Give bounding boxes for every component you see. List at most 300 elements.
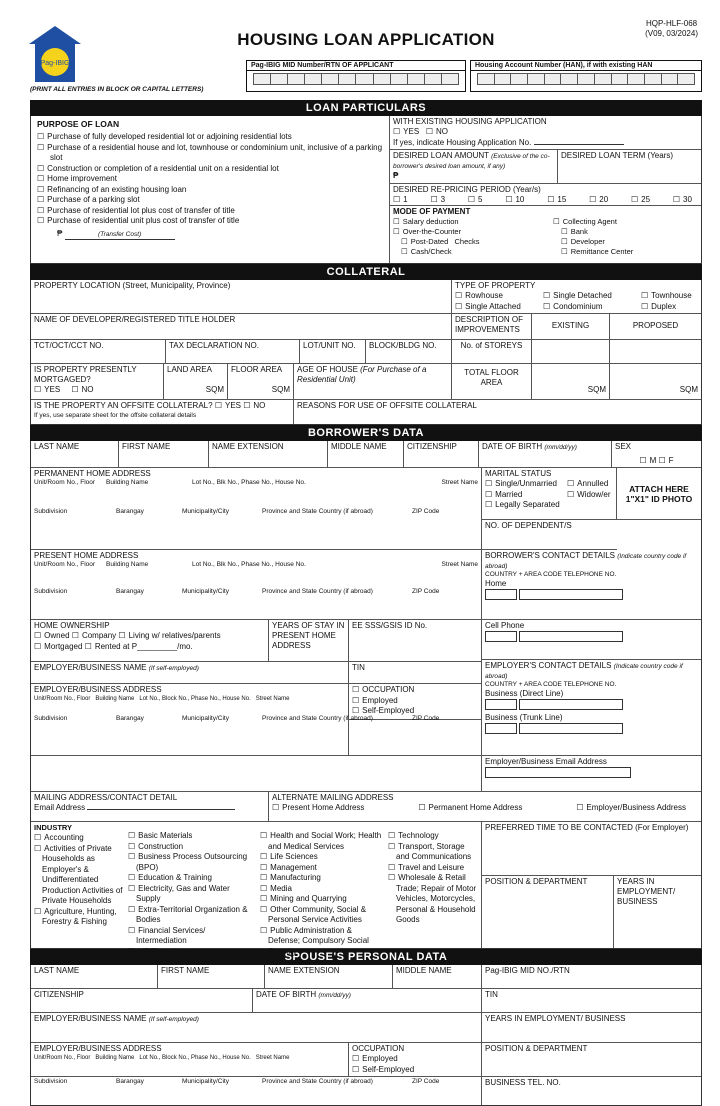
han-cells[interactable] [471,71,701,87]
spouse-mid-label: Pag-IBIG MID NO./RTN [485,966,570,975]
middle-name-label: MIDDLE NAME [331,442,387,451]
tax-label: TAX DECLARATION NO. [169,341,259,350]
spouse-years-emp-label: YEARS IN EMPLOYMENT/ BUSINESS [485,1014,626,1023]
years-emp-label: YEARS IN EMPLOYMENT/ BUSINESS [617,877,676,906]
tct-label: TCT/OCT/CCT NO. [34,341,104,350]
total-floor-proposed[interactable] [610,364,701,399]
industry-option[interactable]: ☐ Other Community, Social & Personal Service Activities [260,905,384,926]
spouse-position[interactable] [482,1043,701,1076]
dependents-label: NO. OF DEPENDENT/S [485,521,572,530]
industry-option[interactable]: ☐ Construction [128,842,256,853]
addr-part: Unit/Room No., Floor [34,561,96,568]
marital-label: MARITAL STATUS [485,469,552,478]
mortgaged-field [31,364,164,399]
addr-part: Subdivision [34,508,68,515]
spouse-occupation-option[interactable]: ☐ Employed [352,1054,478,1065]
storeys-label: No. of STOREYS [452,340,532,363]
spouse-ext-label: NAME EXTENSION [268,966,340,975]
storeys-proposed-field[interactable] [610,340,701,363]
if-yes-label[interactable]: If yes, indicate Housing Application No. [393,138,698,148]
ownership-option[interactable]: ☐ Owned [34,631,70,640]
marital-status [482,468,617,519]
home-ownership [31,620,269,661]
repricing-option[interactable]: ☐ 25 [631,195,650,206]
addr-part: Subdivision [34,1078,68,1085]
floor-area-field[interactable] [228,364,294,399]
spouse-data-bar: SPOUSE'S PERSONAL DATA [30,949,702,965]
mortgaged-no-checkbox[interactable]: ☐ NO [71,385,93,394]
industry-option[interactable]: ☐ Wholesale & Retail Trade; Repair of Motor Vehicles, Motorcycles, Personal & Household Goods [388,873,478,926]
emp-country-code-label: COUNTRY + AREA CODE TELEPHONE NO. [485,681,617,688]
industry-option[interactable]: ☐ Education & Training [128,873,256,884]
ownership-option[interactable]: ☐ Mortgaged [34,642,82,651]
addr-part: Municipality/City [182,715,229,722]
repricing-option[interactable]: ☐ 10 [505,195,524,206]
industry-option[interactable]: ☐ Public Administration & Defense; Compulsory Social Security [260,926,384,958]
offsite-note: If yes, use separate sheet for the offsite collateral details [34,411,197,419]
payment-option[interactable]: ☐ Cash/Check [393,247,553,257]
mid-number-cells[interactable] [247,71,465,87]
industry-option[interactable]: ☐ Basic Materials [128,831,256,842]
purpose-option[interactable]: ☐ Purchase of residential unit plus cost of transfer of title [37,216,383,227]
emp-contact-note: (Indicate country code if abroad) [485,663,683,680]
alt-mailing-option[interactable]: ☐ Present Home Address [272,803,364,814]
industry-option[interactable]: ☐ Accounting [34,833,124,844]
floor-area-label: FLOOR AREA [231,365,283,374]
block-field[interactable] [366,340,452,363]
lot-field[interactable] [300,340,366,363]
borrower-position-field[interactable] [482,876,614,948]
industry-option[interactable]: ☐ Technology [388,831,478,842]
offsite-label: IS THE PROPERTY AN OFFSITE COLLATERAL? [34,401,213,410]
occupation-label: ☐ OCCUPATION [352,685,478,696]
collateral-section [30,280,702,425]
mailing-label: MAILING ADDRESS/CONTACT DETAIL [34,793,178,802]
ownership-employer-block [31,620,701,756]
marital-option[interactable]: ☐ Married [485,490,567,501]
peso-sign: ₱ [57,228,63,238]
industry-option[interactable]: ☐ Electricity, Gas and Water Supply [128,884,256,905]
spouse-business-tel[interactable] [482,1077,701,1105]
addr-part: ZIP Code [412,588,440,595]
form-title: HOUSING LOAN APPLICATION [237,30,495,49]
borrower-first-name[interactable] [119,441,209,467]
tct-field[interactable] [31,340,166,363]
borrower-contact-details [482,550,701,619]
spouse-last-name[interactable] [31,965,158,988]
mid-number-label: Pag-IBIG MID Number/RTN OF APPLICANT [247,61,465,71]
present-address-field[interactable] [31,550,481,619]
borrower-last-name[interactable] [31,441,119,467]
last-name-label: LAST NAME [34,442,80,451]
addr-part: Barangay [116,588,144,595]
direct-line-input[interactable] [519,699,623,710]
total-floor-existing[interactable] [532,364,610,399]
age-note: (For Purchase of a Residential Unit) [297,365,427,384]
developer-field[interactable] [31,314,452,339]
spouse-data-section [30,965,702,1106]
borrower-citizenship[interactable] [404,441,479,467]
improvements-label: DESCRIPTION OF IMPROVEMENTS [452,314,532,339]
land-area-label: LAND AREA [167,365,212,374]
addr-part: Street Name [441,561,478,568]
ownership-option[interactable]: ☐ Company [72,631,116,640]
industry-option[interactable]: ☐ Management [260,863,384,874]
preferred-time-field[interactable] [482,822,701,876]
tin-label: TIN [352,663,365,672]
email-biz-label: Employer/Business Email Address [485,757,607,766]
storeys-existing-field[interactable] [532,340,610,363]
emp-addr-label: EMPLOYER/BUSINESS ADDRESS [34,685,162,694]
loan-particulars-bar: LOAN PARTICULARS [30,100,702,116]
spouse-last-label: LAST NAME [34,966,80,975]
citizenship-label: CITIZENSHIP [407,442,457,451]
borrowers-data-section [30,441,702,956]
payment-option[interactable]: ☐ Post-Dated Checks [393,237,553,247]
purpose-option[interactable]: ☐ Construction or completion of a residential unit on a residential lot [37,164,383,175]
collateral-bar: COLLATERAL [30,264,702,280]
addr-part: Barangay [116,715,144,722]
pres-addr-label: PRESENT HOME ADDRESS [34,551,139,560]
emp-name-label: EMPLOYER/BUSINESS NAME [34,663,147,672]
occupation-option[interactable]: ☐ Self-Employed [352,706,478,717]
amount-peso: ₱ [393,171,399,180]
spouse-first-label: FIRST NAME [161,966,210,975]
repricing-option[interactable]: ☐ 1 [393,195,408,206]
spouse-citizenship-label: CITIZENSHIP [34,990,84,999]
amount-note: (Exclusive of the co-borrower's desired loan amount, if any) [393,153,550,170]
cell-area-code-input[interactable] [485,631,517,642]
addr-part: Lot No., Blk No., Phase No., House No. [192,479,306,486]
alt-mailing-option[interactable]: ☐ Permanent Home Address [418,803,522,814]
addr-part: Municipality/City [182,588,229,595]
addr-part: Province and State Country (if abroad) [262,715,373,722]
country-code-label: COUNTRY + AREA CODE TELEPHONE NO. [485,571,617,578]
spouse-tin-label: TIN [485,990,498,999]
home-label: Home [485,579,507,588]
payment-option[interactable]: ☐ Developer [553,237,633,247]
industry-option[interactable]: ☐ Transport, Storage and Communications [388,842,478,863]
spouse-mid-number[interactable] [482,965,701,988]
emp-addr-parts: Unit/Room No., Floor Building Name Lot No., Block No., Phase No., House No. Street Name [34,696,290,702]
industry-option[interactable]: ☐ Activities of Private Households as Employer's & Undifferentiated Production Activities of Private Households [34,844,124,907]
industry-option[interactable]: ☐ Extra-Territorial Organization & Bodies [128,905,256,926]
direct-line-label: Business (Direct Line) [485,689,564,698]
spouse-biz-tel-label: BUSINESS TEL. NO. [485,1078,561,1087]
addr-part: Lot No., Blk No., Phase No., House No. [192,561,306,568]
marital-option[interactable]: ☐ Widow/er [567,490,613,501]
purpose-option[interactable]: ☐ Refinancing of an existing housing loan [37,185,383,196]
addr-part: Barangay [116,1078,144,1085]
permanent-address-field[interactable] [31,468,481,550]
payment-option[interactable]: ☐ Salary deduction [393,217,553,227]
lot-label: LOT/UNIT NO. [303,341,356,350]
repricing-option[interactable]: ☐ 3 [430,195,445,206]
ownership-option[interactable]: ☐ Rented at P_________/mo. [85,642,193,651]
industry-option[interactable]: ☐ Travel and Leisure [388,863,478,874]
spouse-employer-name[interactable] [31,1013,482,1042]
employer-email-field [482,756,701,791]
borrower-years-employment[interactable] [614,876,701,948]
employer-contact-details [482,660,701,755]
industry-option[interactable]: ☐ Media [260,884,384,895]
cell-phone-input[interactable] [519,631,623,642]
industry-option[interactable]: ☐ HR/Recruitment [128,947,256,958]
spouse-position-label: POSITION & DEPARTMENT [485,1044,588,1053]
existing-label: EXISTING [532,314,610,339]
spouse-emp-name-label: EMPLOYER/BUSINESS NAME [34,1014,147,1023]
marital-option[interactable]: ☐ Single/Unmarried [485,479,567,490]
industry-label: INDUSTRY [34,823,73,832]
addr-part: ZIP Code [412,508,440,515]
ownership-option[interactable]: ☐ Living w/ relatives/parents [118,631,220,640]
addr-part: Building Name [106,561,149,568]
total-floor-proposed-unit: SQM [679,385,698,394]
cell-label: Cell Phone [485,621,525,630]
han-box[interactable] [470,60,702,92]
form-code-number: HQP-HLF-068 [645,19,698,28]
land-area-unit: SQM [205,385,224,394]
block-label: BLOCK/BLDG NO. [369,341,437,350]
spouse-emp-addr-parts: Unit/Room No., Floor Building Name Lot No., Block No., Phase No., House No. Street Name [34,1055,290,1061]
purpose-option[interactable]: ☐ Purchase of a parking slot [37,195,383,206]
spouse-name-extension[interactable] [265,965,393,988]
borrower-middle-name[interactable] [328,441,404,467]
developer-label: NAME OF DEVELOPER/REGISTERED TITLE HOLDER [34,315,236,324]
type-option[interactable]: ☐ Condominium [543,302,641,313]
direct-area-code-input[interactable] [485,699,517,710]
alt-mailing-option[interactable]: ☐ Employer/Business Address [576,803,686,814]
type-label: TYPE OF PROPERTY [455,281,536,290]
transfer-cost-label: (Transfer Cost) [65,231,175,240]
mode-of-payment [390,206,701,263]
property-location-field[interactable] [31,280,452,313]
spouse-dob[interactable] [253,989,482,1012]
existing-application [390,116,701,150]
borrower-tin-field[interactable] [349,662,481,683]
sex-m-checkbox[interactable]: ☐ M [639,456,656,465]
logo-text: Pag-IBIG [40,60,70,67]
addr-part: ZIP Code [412,715,440,722]
dob-format: (mm/dd/yy) [544,444,577,451]
spouse-citizenship[interactable] [31,989,253,1012]
form-header [30,18,702,100]
existing-app-label: WITH EXISTING HOUSING APPLICATION [393,117,547,126]
mortgaged-label: IS PROPERTY PRESENTLY MORTGAGED? [34,365,137,384]
email-label: Email Address [34,803,86,812]
addr-part: Municipality/City [182,1078,229,1085]
cell-phone-field [482,620,701,660]
loan-details [390,116,701,263]
payment-option[interactable]: ☐ Collecting Agent [553,217,633,227]
type-option[interactable]: ☐ Single Detached [543,291,641,302]
tax-declaration-field[interactable] [166,340,300,363]
industry-option[interactable]: ☐ Manufacturing [260,873,384,884]
total-floor-existing-unit: SQM [587,385,606,394]
home-area-code-input[interactable] [485,589,517,600]
industry-option[interactable]: ☐ Agriculture, Hunting, Forestry & Fishing [34,907,124,928]
loan-amount-row [390,150,701,184]
name-ext-label: NAME EXTENSION [212,442,284,451]
mortgaged-yes-checkbox[interactable]: ☐ YES [34,385,60,394]
years-of-stay-field[interactable] [269,620,349,661]
spouse-emp-addr-label: EMPLOYER/BUSINESS ADDRESS [34,1044,162,1053]
industry-option[interactable]: ☐ Business Process Outsourcing (BPO) [128,852,256,873]
alternate-mailing [269,792,701,821]
borrowers-data-bar: BORROWER'S DATA [30,425,702,441]
contact-note: (Indicate country code if abroad) [485,553,687,570]
addr-part: Province and State Country (if abroad) [262,1078,373,1085]
home-phone-input[interactable] [519,589,623,600]
contact-label: BORROWER'S CONTACT DETAILS [485,551,615,560]
sss-gsis-field[interactable] [349,620,481,661]
sex-f-checkbox[interactable]: ☐ F [659,456,674,465]
sex-label: SEX [615,442,632,451]
dependents-field[interactable] [482,520,617,550]
addr-part: Barangay [116,508,144,515]
spouse-occupation-label: OCCUPATION [352,1044,405,1053]
marital-option[interactable]: ☐ Annulled [567,479,613,490]
industry-field [31,822,482,956]
first-name-label: FIRST NAME [122,442,171,451]
repricing-option[interactable]: ☐ 30 [673,195,692,206]
transfer-cost-field[interactable] [37,229,383,240]
payment-label: MODE OF PAYMENT [393,207,471,216]
offsite-no-checkbox[interactable]: ☐ NO [243,401,265,410]
addr-part: Street Name [441,479,478,486]
type-option[interactable]: ☐ Single Attached [455,302,543,313]
industry-option[interactable]: ☐ Financial Services/ Intermediation [128,926,256,947]
repricing-option[interactable]: ☐ 20 [589,195,608,206]
existing-yes-checkbox[interactable]: ☐ YES [393,127,419,136]
dob-label: DATE OF BIRTH [482,442,543,451]
type-option[interactable]: ☐ Townhouse [641,291,698,302]
trunk-area-code-input[interactable] [485,723,517,734]
offsite-collateral-field [31,400,294,424]
addr-part: Unit/Room No., Floor [34,479,96,486]
borrower-dob[interactable] [479,441,612,467]
repricing-period [390,184,701,206]
repricing-label: DESIRED RE-PRICING PERIOD (Year/s) [393,185,541,194]
property-location-label: PROPERTY LOCATION (Street, Municipality, Province) [34,281,231,290]
addr-part: Province and State Country (if abroad) [262,508,373,515]
type-option[interactable]: ☐ Duplex [641,302,698,313]
address-block [31,468,701,620]
emp-contact-label: EMPLOYER'S CONTACT DETAILS [485,661,612,670]
spouse-dob-label: DATE OF BIRTH [256,990,317,999]
spouse-first-name[interactable] [158,965,265,988]
addr-part: Building Name [106,479,149,486]
han-label: Housing Account Number (HAN), if with existing HAN [471,61,701,71]
borrower-name-extension[interactable] [209,441,328,467]
id-photo-placeholder[interactable]: ATTACH HERE 1"X1" ID PHOTO [625,484,693,504]
industry-option[interactable]: ☐ Mining and Quarrying [260,894,384,905]
payment-option[interactable]: ☐ Remittance Center [553,247,633,257]
repricing-option[interactable]: ☐ 15 [547,195,566,206]
ownership-label: HOME OWNERSHIP [34,621,110,630]
addr-part: Subdivision [34,588,68,595]
repricing-option[interactable]: ☐ 5 [468,195,483,206]
emp-name-note: (If self-employed) [148,665,199,672]
spouse-years-employment[interactable] [482,1013,701,1042]
offsite-yes-checkbox[interactable]: ☐ YES [215,401,241,410]
spouse-middle-label: MIDDLE NAME [396,966,452,975]
payment-option[interactable]: ☐ Over-the-Counter [393,227,553,237]
land-area-field[interactable] [164,364,228,399]
reasons-label: REASONS FOR USE OF OFFSITE COLLATERAL [297,401,477,410]
purpose-option[interactable]: ☐ Purchase of a residential house and lot, townhouse or condominium unit, inclusive of a parking slot [37,143,383,164]
mid-number-box[interactable] [246,60,466,92]
addr-part: Subdivision [34,715,68,722]
addr-part: ZIP Code [412,1078,440,1085]
payment-option[interactable]: ☐ Bank [553,227,633,237]
addr-part: Province and State Country (if abroad) [262,588,373,595]
employer-email-input[interactable] [485,767,631,778]
industry-option[interactable]: ☐ Life Sciences [260,852,384,863]
spouse-tin[interactable] [482,989,701,1012]
amount-label: DESIRED LOAN AMOUNT [393,151,489,160]
spouse-middle-name[interactable] [393,965,482,988]
floor-area-unit: SQM [271,385,290,394]
age-label: AGE OF HOUSE [297,365,358,374]
spouse-address-line2[interactable] [31,1077,482,1105]
form-version: (V09, 03/2024) [645,29,698,38]
employer-address-spacer [31,756,482,791]
perm-addr-label: PERMANENT HOME ADDRESS [34,469,151,478]
borrower-sex [612,441,701,467]
purpose-option[interactable]: ☐ Purchase of fully developed residential lot or adjoining residential lots [37,132,383,143]
trunk-line-input[interactable] [519,723,623,734]
years-stay-label: YEARS OF STAY IN PRESENT HOME ADDRESS [272,621,345,650]
loan-term-field[interactable] [558,150,701,183]
existing-no-checkbox[interactable]: ☐ NO [426,127,448,136]
email-input[interactable] [87,809,235,810]
alt-mailing-label: ALTERNATE MAILING ADDRESS [272,793,394,802]
industry-option[interactable]: ☐ Health and Social Work; Health and Medical Services [260,831,384,852]
spouse-occupation [349,1043,482,1076]
term-label: DESIRED LOAN TERM (Years) [561,151,674,160]
employer-name-field[interactable] [31,662,349,683]
sss-label: EE SSS/GSIS ID No. [352,621,428,630]
housing-loan-form [30,18,702,1106]
addr-part: Municipality/City [182,508,229,515]
mailing-address-field [31,792,269,821]
marital-option[interactable]: ☐ Legally Separated [485,500,567,511]
type-of-property [452,280,701,313]
form-code [645,19,698,39]
occupation-option[interactable]: ☐ Employed [352,696,478,707]
print-note: (PRINT ALL ENTRIES IN BLOCK OR CAPITAL LETTERS) [30,86,204,93]
age-of-house-field[interactable] [294,364,452,399]
offsite-reasons-field[interactable] [294,400,701,424]
spouse-employer-address[interactable] [31,1043,349,1076]
loan-particulars-section [30,116,702,264]
loan-amount-field[interactable] [390,150,558,183]
purpose-option[interactable]: ☐ Home improvement [37,174,383,185]
spouse-dob-format: (mm/dd/yy) [318,992,351,999]
purpose-option[interactable]: ☐ Purchase of residential lot plus cost of transfer of title [37,206,383,217]
preferred-time-label: PREFERRED TIME TO BE CONTACTED (For Employer) [485,823,689,832]
type-option[interactable]: ☐ Rowhouse [455,291,543,302]
position-label: POSITION & DEPARTMENT [485,877,588,886]
purpose-title: PURPOSE OF LOAN [37,119,120,129]
total-floor-label: TOTAL FLOOR AREA [452,364,532,399]
spouse-emp-name-note: (If self-employed) [148,1016,199,1023]
purpose-of-loan [31,116,390,263]
proposed-label: PROPOSED [632,321,679,330]
trunk-line-label: Business (Trunk Line) [485,713,563,722]
spouse-occupation-option[interactable]: ☐ Self-Employed [352,1065,478,1076]
